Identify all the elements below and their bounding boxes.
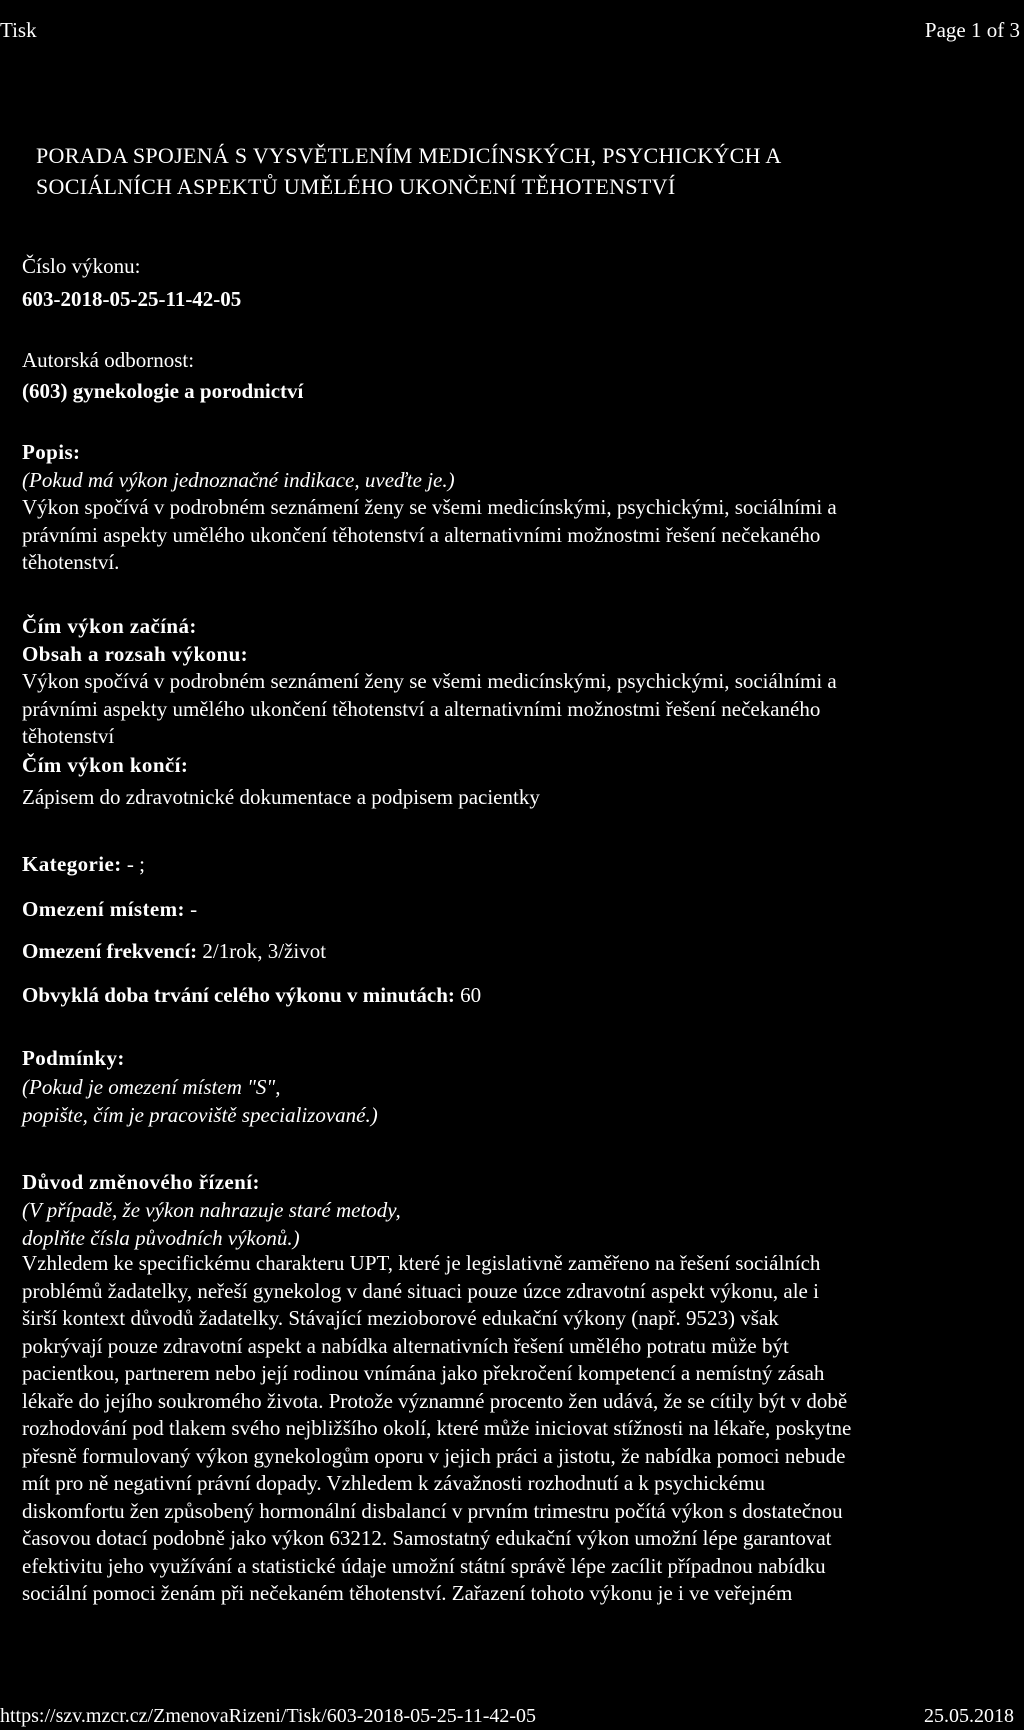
text-line: sociální pomoci ženám při nečekaném těhotenství. Zařazení tohoto výkonu je i ve veřejném <box>22 1581 793 1605</box>
code-value: 603-2018-05-25-11-42-05 <box>22 287 242 311</box>
footer-date: 25.05.2018 <box>924 1705 1014 1727</box>
text-line: Vzhledem ke specifickému charakteru UPT, které je legislativně zaměřeno na řešení sociálních <box>22 1251 821 1275</box>
place-limit-row <box>22 895 197 923</box>
place-limit-value: - <box>190 897 198 921</box>
text-line: efektivitu jeho využívání a statistické údaje umožní státní správě lépe zacílit případnou nabídku <box>22 1553 826 1578</box>
text-line: přesně formulovaný výkon gynekologům oporu v jejich práci a jistotu, že nabídka pomoci nebude <box>22 1443 846 1468</box>
text-line: pacientkou, partnerem nebo její rodinou vnímána jako překročení kompetencí a nemístný zásah <box>22 1361 825 1385</box>
duration-label: Obvyklá doba trvání celého výkonu v minutách: <box>22 983 455 1007</box>
text-line: pokrývají pouze zdravotní aspekt a nabídka alternativních řešení umělého potratu může být <box>22 1333 789 1358</box>
document-title <box>36 140 996 202</box>
description-label: Popis: <box>22 440 81 464</box>
frequency-limit-value: 2/1rok, 3/život <box>202 939 327 963</box>
ends-label: Čím výkon končí: <box>22 753 189 777</box>
text-line: lékaře do jejího soukromého života. Protože významné procento žen udává, že se cítily být v době <box>22 1388 848 1413</box>
content-text <box>22 668 1012 751</box>
print-label: Tisk <box>0 18 37 42</box>
text-line: širší kontext důvodů žadatelky. Stávající mezioborové edukační výkony (např. 9523) však <box>22 1306 779 1330</box>
hint-line: (Pokud je omezení místem "S", <box>22 1075 281 1099</box>
specialty-value: (603) gynekologie a porodnictví <box>22 379 304 403</box>
text-line: právními aspekty umělého ukončení těhotenství a alternativními možnostmi řešení nečekaného <box>22 522 821 547</box>
category-label: Kategorie: <box>22 852 122 876</box>
place-limit-label: Omezení místem: <box>22 897 185 921</box>
hint-line: (V případě, že výkon nahrazuje staré metody, <box>22 1198 401 1222</box>
duration-value: 60 <box>460 983 482 1007</box>
text-line: těhotenství. <box>22 550 120 574</box>
title-line: SOCIÁLNÍCH ASPEKTŮ UMĚLÉHO UKONČENÍ TĚHOTENSTVÍ <box>36 174 676 199</box>
reason-text <box>22 1250 1012 1608</box>
description-text <box>22 494 1012 577</box>
frequency-limit-label: Omezení frekvencí: <box>22 939 198 963</box>
code-label: Číslo výkonu: <box>22 254 141 278</box>
reason-label: Důvod změnového řízení: <box>22 1170 260 1194</box>
category-row <box>22 850 145 878</box>
text-line: mít pro ně negativní právní dopady. Vzhledem k závažnosti rozhodnutí a k psychickému <box>22 1471 765 1495</box>
specialty-label: Autorská odbornost: <box>22 348 195 372</box>
conditions-hint <box>22 1073 378 1129</box>
ends-value: Zápisem do zdravotnické dokumentace a podpisem pacientky <box>22 785 540 809</box>
hint-line: doplňte čísla původních výkonů.) <box>22 1226 300 1250</box>
starts-label: Čím výkon začíná: <box>22 614 197 638</box>
text-line: těhotenství <box>22 724 115 748</box>
category-value: - ; <box>126 852 145 876</box>
duration-row <box>22 981 481 1009</box>
text-line: rozhodování pod tlakem svého nejbližšího okolí, které může iniciovat stížnosti na lékaře, poskytne <box>22 1416 852 1440</box>
text-line: časovou dotací podobně jako výkon 63212. Samostatný edukační výkon umožní lépe garantovat <box>22 1526 832 1550</box>
text-line: právními aspekty umělého ukončení těhotenství a alternativními možnostmi řešení nečekaného <box>22 696 821 721</box>
content-label: Obsah a rozsah výkonu: <box>22 642 249 666</box>
footer-url: https://szv.mzcr.cz/ZmenovaRizeni/Tisk/603-2018-05-25-11-42-05 <box>0 1705 537 1727</box>
conditions-label: Podmínky: <box>22 1046 125 1070</box>
text-line: Výkon spočívá v podrobném seznámení ženy se všemi medicínskými, psychickými, sociálními a <box>22 495 837 519</box>
page-indicator: Page 1 of 3 <box>924 18 1020 42</box>
text-line: Výkon spočívá v podrobném seznámení ženy se všemi medicínskými, psychickými, sociálními a <box>22 669 837 693</box>
frequency-limit-row <box>22 937 326 965</box>
text-line: problémů žadatelky, neřeší gynekolog v dané situaci pouze úzce zdravotní aspekt výkonu, ale i <box>22 1278 819 1303</box>
hint-line: popište, čím je pracoviště specializované.) <box>22 1103 378 1127</box>
text-line: diskomfortu žen způsobený hormonální disbalancí v prvním trimestru počítá výkon s dostatečnou <box>22 1498 843 1523</box>
title-line: PORADA SPOJENÁ S VYSVĚTLENÍM MEDICÍNSKÝCH, PSYCHICKÝCH A <box>36 143 782 168</box>
description-hint: (Pokud má výkon jednoznačné indikace, uveďte je.) <box>22 468 455 492</box>
reason-hint <box>22 1196 401 1252</box>
